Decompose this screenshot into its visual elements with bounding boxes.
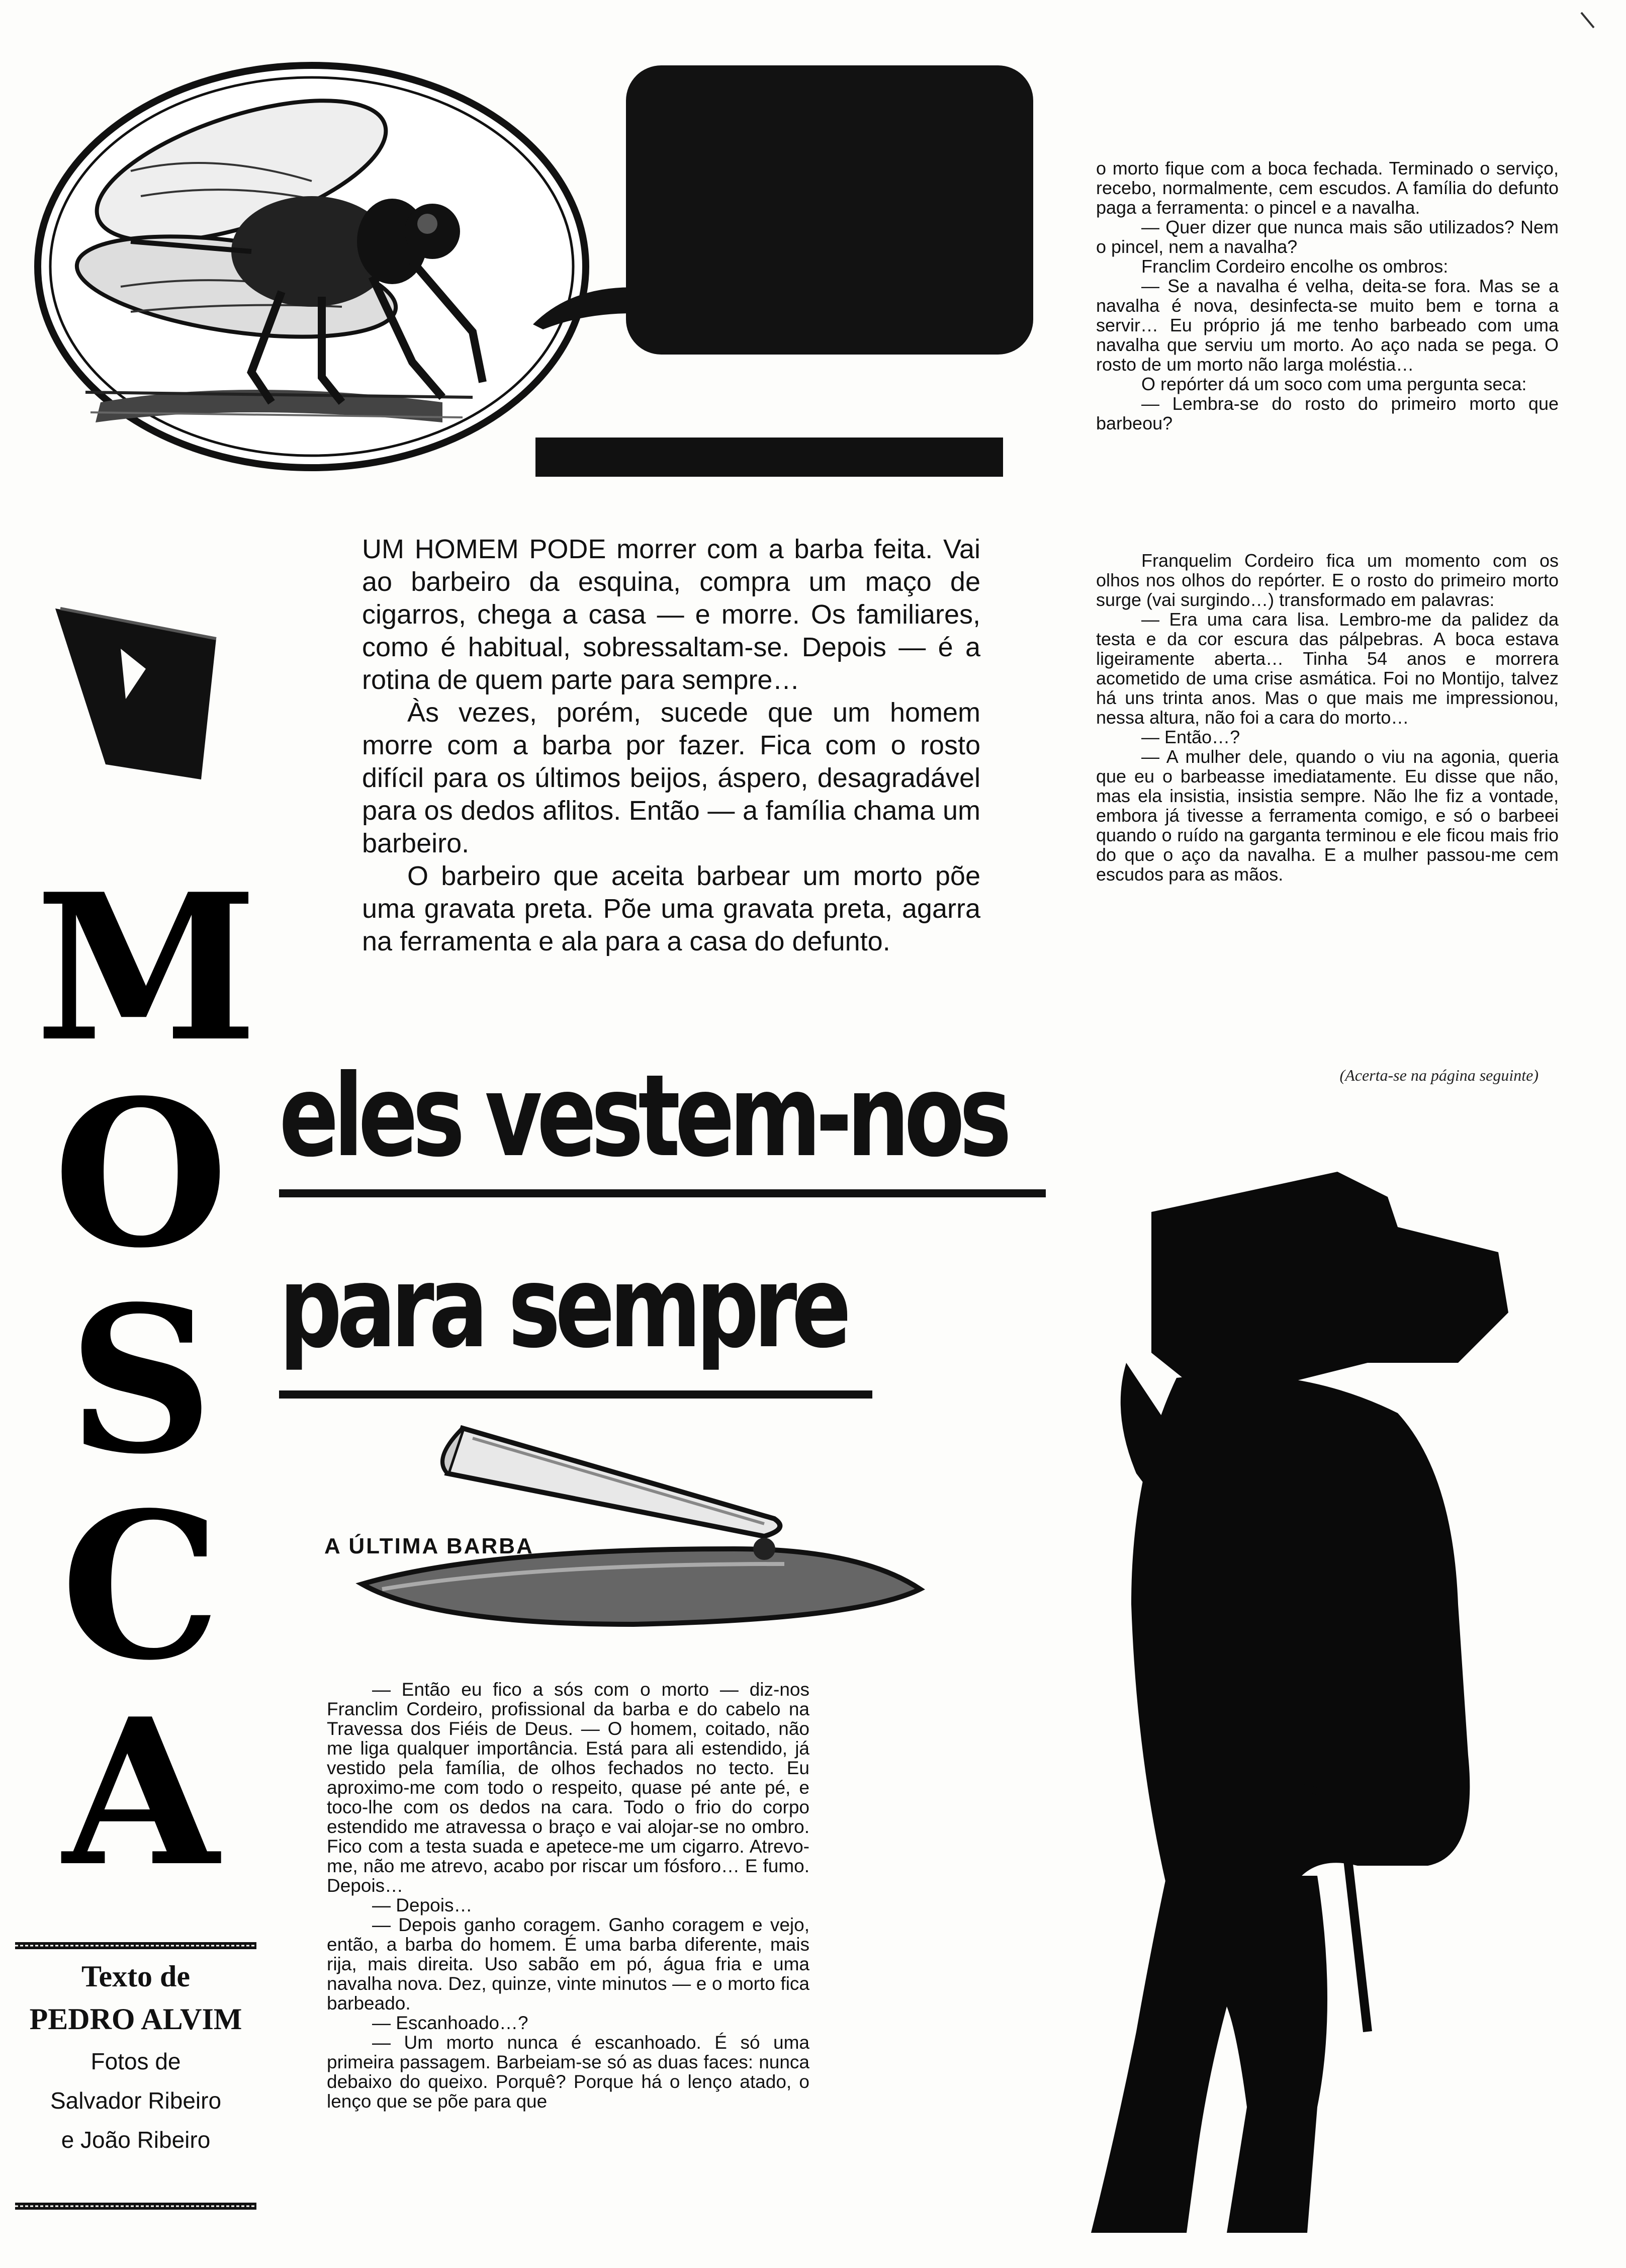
author-name: PEDRO ALVIM <box>29 2002 242 2036</box>
intro-text <box>362 533 980 958</box>
speech-bubble <box>626 65 1033 355</box>
credits <box>15 1956 256 2159</box>
razor-icon <box>282 1398 950 1639</box>
credits-rule <box>15 2203 256 2210</box>
headline-rule <box>279 1390 872 1399</box>
sidebar-letter: M <box>35 850 258 1086</box>
credits-rule <box>15 1942 256 1949</box>
paragraph: Franquelim Cordeiro fica um momento com os olhos nos olhos do repórter. E o rosto do primeiro morto surge (vai surgindo…) transformado em palavras: <box>1096 550 1559 610</box>
corner-mark <box>1579 10 1599 30</box>
sidebar-letter: O <box>53 1056 229 1292</box>
paragraph: — Depois… <box>372 1895 473 1915</box>
paragraph: — Um morto nunca é escanhoado. É só uma primeira passagem. Barbeiam-se só as duas faces: nunca debaixo do queixo. Porquê? Porque há o lenço atado, o lenço que se põe para que <box>327 2032 809 2112</box>
paragraph: — Se a navalha é velha, deita-se fora. Mas se a navalha é nova, desinfecta-se muito bem e torna a servir… Eu próprio já me tenho barbeado com uma navalha que serviu um morto. Ao aço nada se pega. O rosto de um morto não larga moléstia… <box>1096 276 1559 375</box>
intro-lead: UM HOMEM PODE <box>362 534 606 564</box>
fly-illustration <box>30 50 659 483</box>
intro-paragraph-1 <box>362 533 980 696</box>
paragraph: — Escanhoado…? <box>372 2013 528 2033</box>
paragraph: Franclim Cordeiro encolhe os ombros: <box>1141 256 1449 277</box>
headline-line-1: eles vestem-nos <box>279 1051 1007 1182</box>
paragraph: O repórter dá um soco com uma pergunta seca: <box>1141 374 1527 394</box>
sidebar-letter: C <box>60 1468 221 1705</box>
sidebar-letter: S <box>68 1262 214 1499</box>
speech-bubble-tail <box>533 274 659 334</box>
intro-paragraph-3: O barbeiro que aceita barbear um morto põe uma gravata preta. Põe uma gravata preta, agarra na ferramenta e ala para a casa do defunto. <box>362 861 980 956</box>
paragraph: — Quer dizer que nunca mais são utilizados? Nem o pincel, nem a navalha? <box>1096 217 1559 257</box>
intro-paragraph-2: Às vezes, porém, sucede que um homem morre com a barba por fazer. Fica com o rosto difícil para os últimos beijos, áspero, desagradável para os dedos aflitos. Então — a família chama um barbeiro. <box>362 697 980 858</box>
right-column-bottom <box>1096 551 1559 884</box>
headline-line-2: para sempre <box>279 1242 846 1373</box>
razor-caption: A ÚLTIMA BARBA <box>324 1534 534 1558</box>
sidebar-title <box>35 850 258 1911</box>
body-column <box>327 1680 809 2111</box>
paragraph: — Então…? <box>1141 727 1240 747</box>
paragraph: — Lembra-se do rosto do primeiro morto que barbeou? <box>1096 393 1559 433</box>
paragraph: — A mulher dele, quando o viu na agonia, queria que eu o barbeasse imediatamente. Eu disse que não, mas ela insistia, insistia sempre. Não lhe fiz a vontade, embora já tivesse a ferramenta comigo, e só o barbeei quando o ruído na garganta terminou e ele ficou mais frio do que o aço da navalha. E a mulher passou-me cem escudos para as mãos. <box>1096 746 1559 885</box>
sidebar-letter: A <box>62 1675 219 1911</box>
decorative-a-icon <box>45 588 226 779</box>
intro-p1-rest: morrer com a barba feita. Vai ao barbeiro da esquina, compra um maço de cigarros, chega a casa — e morre. Os familiares, como é habitual, sobressaltam-se. Depois — é a rotina de quem parte para sempre… <box>362 534 980 695</box>
continued-note: (Acerta-se na página seguinte) <box>1339 1066 1539 1084</box>
photo-label: Fotos de <box>91 2048 181 2074</box>
black-bar <box>535 438 1003 477</box>
paragraph: — Depois ganho coragem. Ganho coragem e vejo, então, a barba do homem. É uma barba diferente, mais rija, mais direita. Uso sabão em pó, água fria e uma navalha nova. Dez, quinze, vinte minutos — e o morto fica barbeado. <box>327 1914 809 2014</box>
silhouette-photo <box>1036 1152 1569 2238</box>
paragraph: — Então eu fico a sós com o morto — diz-nos Franclim Cordeiro, profissional da barba e do cabelo na Travessa dos Fiéis de Deus. — O homem, coitado, não me liga qualquer importância. Está para ali estendido, já vestido pela família, de olhos fechados no tecto. Eu aproximo-me com todo o respeito, quase pé ante pé, e toco-lhe com os dedos na cara. Todo o frio do corpo estendido me atravessa o braço e vai alojar-se no ombro. Fico com a testa suada e apetece-me um cigarro. Atrevo-me, não me atrevo, acabo por riscar um fósforo… E fumo. Depois… <box>327 1679 809 1896</box>
paragraph: o morto fique com a boca fechada. Terminado o serviço, recebo, normalmente, cem escudos. A família do defunto paga a ferramenta: o pincel e a navalha. <box>1096 158 1559 218</box>
headline-rule <box>279 1189 1046 1197</box>
credit-label: Texto de <box>81 1960 191 1993</box>
photographer-2: e João Ribeiro <box>61 2127 211 2153</box>
photographer-1: Salvador Ribeiro <box>50 2087 222 2114</box>
right-column-top <box>1096 158 1559 433</box>
paragraph: — Era uma cara lisa. Lembro-me da palidez da testa e da cor escura das pálpebras. A boca estava ligeiramente aberta… Tinha 54 anos e morrera acometido de uma crise asmática. Foi no Montijo, talvez há uns trinta anos. Mas o que mais me impressionou, nessa altura, não foi a cara do morto… <box>1096 609 1559 728</box>
